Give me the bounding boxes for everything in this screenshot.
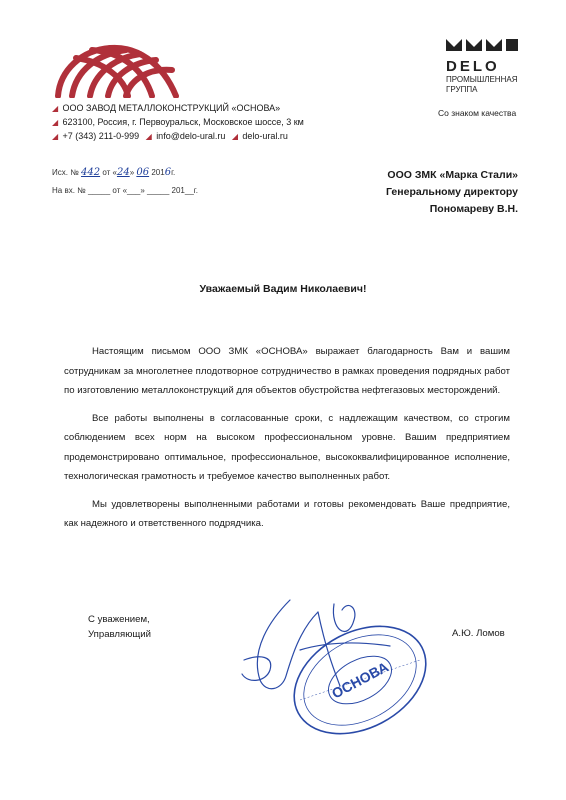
out-month: 06 [136, 167, 150, 178]
closing-block [88, 612, 151, 642]
bullet-icon: ◢ [52, 104, 59, 113]
out-number: 442 [81, 167, 101, 178]
out-suffix: г. [171, 168, 176, 177]
delo-sub-2: ГРУППА [446, 85, 478, 94]
out-year-digit: 6 [164, 167, 172, 178]
paragraph-3: Мы удовлетворены выполненными работами и готовы рекомендовать Ваше предприятие, как надежного и ответственного подрядчика. [64, 498, 510, 529]
closing-regards: С уважением, [88, 614, 150, 625]
addressee-company: ООО ЗМК «Марка Стали» [387, 169, 518, 181]
company-name-line [52, 101, 280, 116]
company-website[interactable]: delo-ural.ru [242, 131, 288, 141]
bullet-icon: ◢ [52, 118, 59, 127]
delo-logo-icon [446, 39, 518, 51]
company-address: 623100, Россия, г. Первоуральск, Московское шоссе, 3 км [62, 117, 304, 127]
incoming-ref: На вх. № _____ от «___» _____ 201__г. [52, 186, 198, 195]
delo-brand [446, 38, 518, 95]
out-from: от « [102, 168, 117, 177]
addressee-name: Пономареву В.Н. [429, 203, 518, 215]
out-year-prefix: 201 [151, 168, 165, 177]
contacts-line [52, 129, 288, 144]
paragraph-2: Все работы выполнены в согласованные сроки, с надлежащим качеством, со строгим соблюдением всех норм на высоком профессиональном уровне. Вашим предприятием продемонстрировано оптимальное, профессиональное, высококвалифицированное исполнение, технологическая грамотность и требуемое качество выполненных работ. [64, 412, 510, 482]
bullet-icon: ◢ [52, 132, 59, 141]
delo-sub-1: ПРОМЫШЛЕННАЯ [446, 75, 518, 84]
signer-name: А.Ю. Ломов [452, 628, 505, 639]
letter-body [64, 342, 510, 542]
bullet-icon: ◢ [145, 132, 152, 141]
outgoing-ref [52, 167, 175, 178]
company-email[interactable]: info@delo-ural.ru [156, 131, 226, 141]
address-line [52, 115, 304, 130]
stamp-center-text: ОСНОВА [329, 658, 391, 702]
company-phone: +7 (343) 211-0-999 [62, 131, 140, 141]
bullet-icon: ◢ [231, 132, 239, 141]
addressee-position: Генеральному директору [386, 186, 518, 198]
closing-position: Управляющий [88, 629, 152, 640]
out-day: 24 [116, 167, 130, 178]
delo-wordmark: DELO [446, 58, 500, 75]
quality-slogan: Со знаком качества [438, 108, 517, 118]
addressee-block [386, 167, 518, 218]
out-prefix: Исх. № [52, 168, 79, 177]
company-name: ООО ЗАВОД МЕТАЛЛОКОНСТРУКЦИЙ «ОСНОВА» [62, 103, 281, 113]
company-logo [52, 40, 182, 103]
greeting: Уважаемый Вадим Николаевич! [199, 283, 367, 295]
paragraph-1: Настоящим письмом ООО ЗМК «ОСНОВА» выражает благодарность Вам и вашим сотрудникам за многолетнее плодотворное сотрудничество в рамках проведения подрядных работ по изготовлению металлоконструкций для объектов обустройства нефтегазовых месторождений. [64, 346, 510, 396]
out-close: » [129, 168, 135, 177]
company-stamp [280, 625, 440, 740]
